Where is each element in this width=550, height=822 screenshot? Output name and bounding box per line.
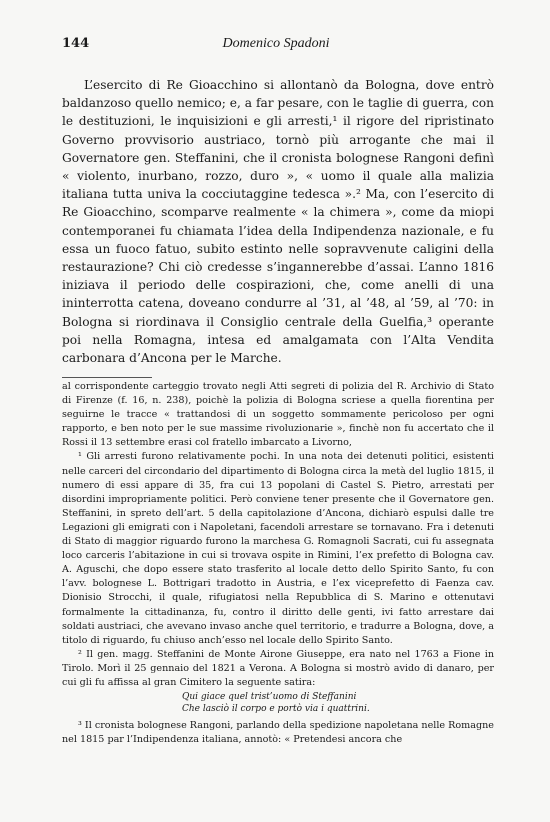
satire-verse: [62, 692, 494, 715]
footnote-2: [62, 648, 494, 690]
footnotes: [62, 380, 494, 747]
footnote-3-text: ³ Il cronista bolognese Rangoni, parlando della spedizione napoletana nelle Romagne nel 1815 par l’Indipendenza italiana, annotò: « Pretendesi ancora che: [62, 720, 494, 746]
main-paragraph: [62, 76, 494, 367]
footnote-1-text: ¹ Gli arresti furono relativamente pochi. In una nota dei detenuti politici, esistenti nelle carceri del circondario del dipartimento di Bologna circa la metà del luglio 1815, il numero di essi appare di 35, fra cui 13 popolani di Castel S. Pietro, arrestati per disordini impropriamente politici. Però conviene tener presente che il Governatore gen. Steffanini, in spreto dell’art. 5 della capitolazione d’Ancona, dichiarò espulsi dalle tre Legazioni gli emigrati con i Napoletani, facendoli arrestare se tornavano. Fra i detenuti di Stato di maggior riguardo furono la marchesa G. Romagnoli Sacrati, cui fu assegnata loco carceris l’abitazione in cui si trovava ospite in Rimini, l’ex prefetto di Bologna cav. A. Aguschi, che dopo essere stato trasferito al locale detto dello Spirito Santo, fu con l’avv. bolognese L. Bottrigari tradotto in Austria, e l’ex viceprefetto di Faenza cav. Dionisio Strocchi, il quale, rifugiatosi nella Repubblica di S. Marino e ottenutavi formalmente la cittadinanza, fu, contro il diritto delle genti, ivi fatto arrestare dai soldati austriaci, che avevano invaso anche quel territorio, e tradurre a Bologna, dove, a titolo di riguardo, fu chiuso anch’esso nel locale dello Spirito Santo.: [62, 451, 494, 646]
footnote-3: [62, 719, 494, 747]
page-header: [62, 36, 490, 54]
page-number: 144: [62, 36, 90, 51]
main-text: L’esercito di Re Gioacchino si allontanò da Bologna, dove entrò baldanzoso quello nemico; e, a far pesare, con le taglie di guerra, con le destituzioni, le inquisizioni e gli arresti,¹ il rigore del ripristinato Governo provvisorio austriaco, tornò più arrogante che mai il Governatore gen. Steffanini, che il cronista bolognese Rangoni definì « violento, inurbano, rozzo, duro », « uomo il quale alla malizia italiana tutta univa la cocciutaggine tedesca ».² Ma, con l’esercito di Re Gioacchino, scomparve realmente « la chimera », come da miopi contemporanei fu chiamata l’idea della Indipendenza nazionale, e fu essa un fuoco fatuo, subito estinto nelle sopravvenute caligini della restaurazione? Chi ciò credesse s’ingannerebbe d’assai. L’anno 1816 iniziava il periodo delle cospirazioni, che, come anelli di una ininterrotta catena, doveano condurre al ’31, al ’48, al ’59, al ’70: in Bologna si riordinava il Consiglio centrale della Guelfia,³ operante poi nella Romagna, intesa ed amalgamata con l’Alta Vendita carbonara d’Ancona per le Marche.: [62, 78, 494, 366]
verse-line: Che lasciò il corpo e portò via i quattrini.: [182, 703, 370, 714]
running-title: Domenico Spadoni: [222, 36, 330, 51]
footnote-separator: [62, 377, 152, 378]
verse-line: Qui giace quel trist’uomo di Steffanini: [182, 692, 357, 703]
footnote-1: [62, 450, 494, 647]
footnote-continuation: al corrispondente carteggio trovato negli Atti segreti di polizia del R. Archivio di Stato di Firenze (f. 16, n. 238), poichè la polizia di Bologna scriese a quella fiorentina per seguirne le tracce « trattandosi di un soggetto sommamente pericoloso per ogni rapporto, e ben noto per le sue massime rivoluzionarie », finchè non fu accertato che il Rossi il 13 settembre erasi col fratello imbarcato a Livorno,: [62, 381, 494, 449]
footnote-2-text: ² Il gen. magg. Steffanini de Monte Airone Giuseppe, era nato nel 1763 a Fione in Tirolo. Morì il 25 gennaio del 1821 a Verona. A Bologna si mostrò avido di danaro, per cui gli fu affissa al gran Cimitero la seguente satira:: [62, 648, 494, 688]
